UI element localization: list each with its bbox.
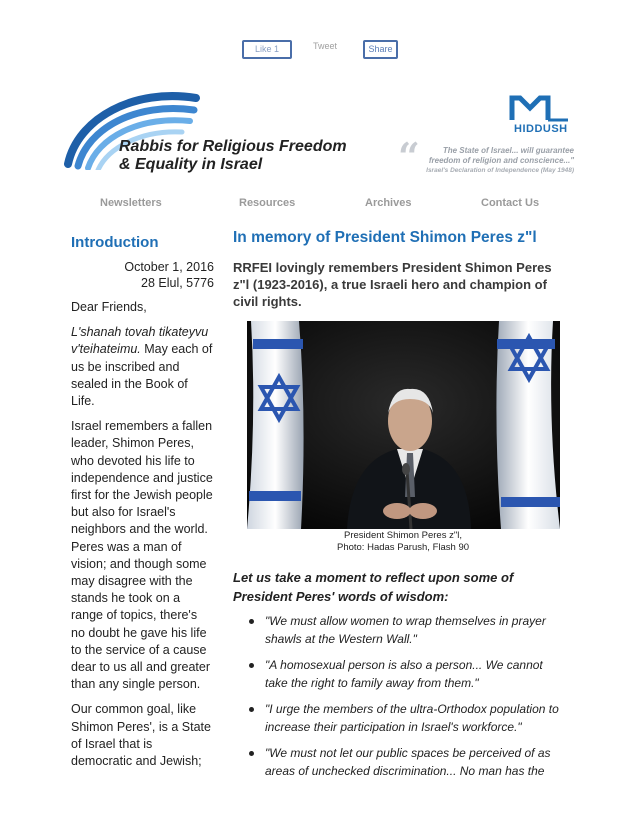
org-name-line2: & Equality in Israel (119, 156, 263, 173)
list-item (249, 656, 563, 692)
intro-greeting: Dear Friends, (71, 300, 147, 314)
quote-text: "We must not let our public spaces be perceived of as areas of unchecked discrimination... No man has the (265, 746, 551, 778)
quotes-list (233, 612, 563, 780)
intro-paragraph-1 (71, 324, 214, 410)
date-block (71, 259, 214, 291)
photo-illustration (247, 321, 560, 529)
nav-resources[interactable]: Resources (239, 197, 296, 209)
intro-heading: Introduction (71, 234, 159, 251)
intro-paragraph-1-rest: May each of us be inscribed and sealed in the Book of Life. (71, 342, 213, 409)
article-column (233, 229, 563, 788)
date-hebrew: 28 Elul, 5776 (141, 276, 214, 290)
nav-newsletters[interactable]: Newsletters (100, 197, 162, 209)
quote-text: "A homosexual person is also a person... We cannot take the right to family away from them." (265, 658, 543, 690)
bullet-icon (249, 619, 254, 624)
facebook-like-button[interactable]: Like 1 (242, 40, 292, 59)
bullet-icon (249, 751, 254, 756)
nav-contact-us[interactable]: Contact Us (481, 197, 540, 209)
org-name[interactable] (119, 138, 347, 174)
date-gregorian: October 1, 2016 (124, 260, 214, 274)
article-subtitle: RRFEI lovingly remembers President Shimon Peres z"l (1923-2016), a true Israeli hero and champion of civil rights. (233, 260, 552, 309)
header-quote-line2: freedom of religion and conscience..." (428, 156, 574, 165)
nav-archives[interactable]: Archives (365, 197, 412, 209)
list-item (249, 744, 563, 780)
intro-paragraph-3: Our common goal, like Shimon Peres', is a State of Israel that is democratic and Jewish; (71, 702, 211, 769)
share-button[interactable]: Share (363, 40, 398, 59)
quote-text: "We must allow women to wrap themselves in prayer shawls at the Western Wall." (265, 614, 546, 646)
bullet-icon (249, 663, 254, 668)
tweet-button[interactable]: Tweet (313, 41, 338, 51)
intro-blessing: L'shanah tovah tikateyvu v'teihateimu. (71, 325, 209, 357)
article-title: In memory of President Shimon Peres z"l (233, 229, 537, 246)
main-nav (0, 197, 638, 211)
social-bar (0, 40, 638, 58)
photo-caption (233, 530, 573, 554)
quote-mark-icon: “ (398, 134, 420, 179)
list-item (249, 612, 563, 648)
org-name-line1: Rabbis for Religious Freedom (119, 138, 347, 155)
intro-paragraph-2: Israel remembers a fallen leader, Shimon Peres, who devoted his life to independence and justice first for the Jewish people but also for Israel's neighbors and the world. Peres was a man of vision; and though some may disagree with the stands he took on a range of topics, there's no doubt he gave his life to the service of a cause dear to us all and greater than any single person. (71, 419, 213, 692)
reflect-heading: Let us take a moment to reflect upon some of President Peres' words of wisdom: (233, 570, 514, 604)
header-quote-line1: The State of Israel... will guarantee (442, 146, 574, 155)
intro-column (71, 234, 214, 770)
header-quote (414, 146, 574, 166)
hiddush-logo-icon[interactable] (508, 92, 572, 122)
hiddush-name[interactable]: HIDDUSH (514, 123, 568, 135)
photo-caption-line1: President Shimon Peres z"l, (344, 530, 462, 541)
bullet-icon (249, 707, 254, 712)
list-item (249, 700, 563, 736)
photo-caption-line2: Photo: Hadas Parush, Flash 90 (336, 542, 470, 553)
header (0, 90, 638, 180)
peres-photo (247, 321, 560, 529)
header-quote-source: Israel's Declaration of Independence (May 1948) (426, 167, 574, 174)
quote-text: "I urge the members of the ultra-Orthodox population to increase their participation in Israel's workforce." (265, 702, 559, 734)
